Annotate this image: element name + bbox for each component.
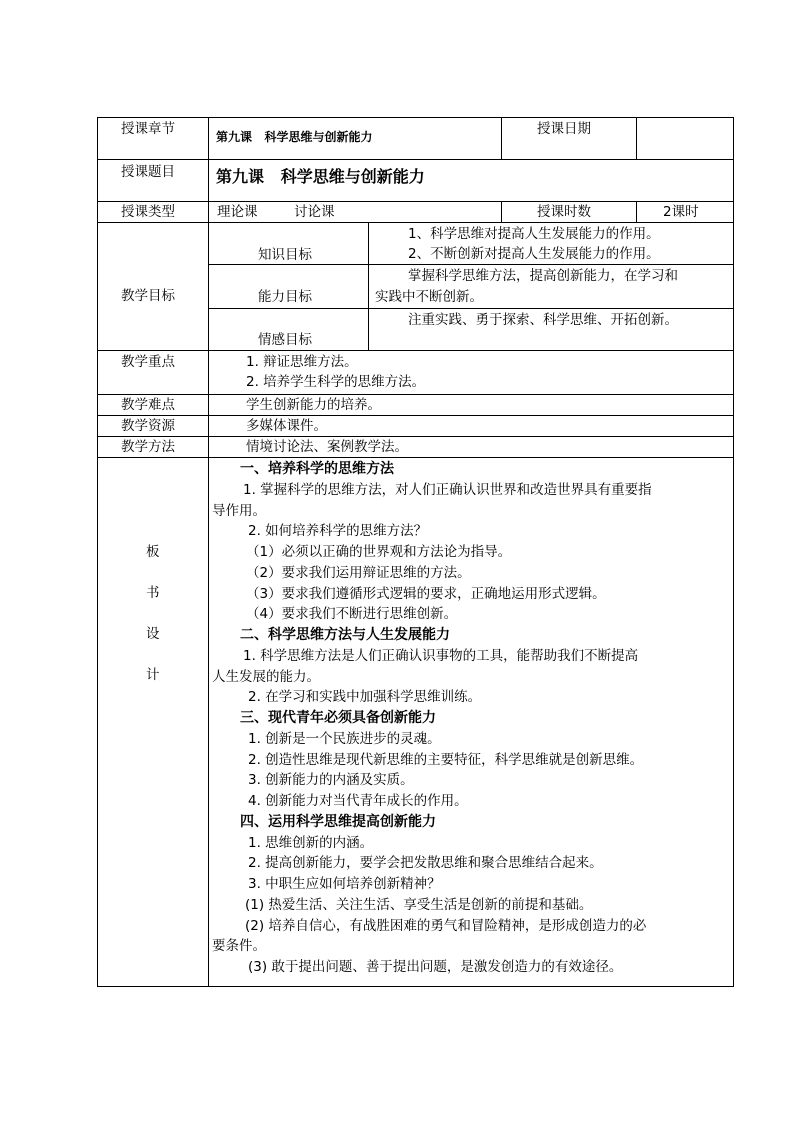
resources-label: 教学资源 xyxy=(121,418,175,434)
difficulty-label: 教学难点 xyxy=(121,397,175,413)
type-label: 授课类型 xyxy=(121,204,175,220)
board-section-heading: 三、现代青年必须具备创新能力 xyxy=(240,710,436,726)
board-section-heading: 二、科学思维方法与人生发展能力 xyxy=(240,627,450,643)
row-divider xyxy=(97,457,734,458)
key-points-label: 教学重点 xyxy=(121,354,175,370)
resources-value: 多媒体课件。 xyxy=(246,418,327,434)
column-divider xyxy=(636,201,637,223)
board-section-heading: 四、运用科学思维提高创新能力 xyxy=(240,814,436,830)
board-line: (2) 培养自信心，有战胜困难的勇气和冒险精神，是形成创造力的必 xyxy=(245,918,647,934)
board-label-char: 书 xyxy=(146,585,160,601)
table-border-right xyxy=(733,117,734,987)
column-divider xyxy=(501,117,502,160)
row-divider xyxy=(97,222,734,223)
methods-value: 情境讨论法、案例教学法。 xyxy=(246,439,408,455)
hours-value: 2课时 xyxy=(663,204,699,220)
board-label-char: 板 xyxy=(146,544,160,560)
board-section-heading: 一、培养科学的思维方法 xyxy=(240,461,394,477)
board-line: （4）要求我们不断进行思维创新。 xyxy=(246,606,458,622)
board-line: 1. 科学思维方法是人们正确认识事物的工具，能帮助我们不断提高 xyxy=(243,648,639,664)
objectives-label: 教学目标 xyxy=(121,288,175,304)
date-label: 授课日期 xyxy=(537,121,591,137)
objective-line: 实践中不断创新。 xyxy=(375,289,483,305)
board-label-char: 设 xyxy=(146,626,160,642)
column-divider xyxy=(636,117,637,160)
objective-name-knowledge: 知识目标 xyxy=(258,247,312,263)
row-divider xyxy=(209,264,734,265)
row-divider xyxy=(97,436,734,437)
board-label-char: 计 xyxy=(146,667,160,683)
chapter-value: 第九课 科学思维与创新能力 xyxy=(216,130,373,144)
row-divider xyxy=(97,350,734,351)
board-line: 1. 创新是一个民族进步的灵魂。 xyxy=(248,731,441,747)
objective-name-emotion: 情感目标 xyxy=(258,332,312,348)
board-line: 要条件。 xyxy=(212,938,266,954)
board-line: （1）必须以正确的世界观和方法论为指导。 xyxy=(246,544,512,560)
objective-line: 掌握科学思维方法，提高创新能力，在学习和 xyxy=(408,268,678,284)
type-value-theory: 理论课 xyxy=(217,204,258,220)
board-line: 2. 提高创新能力，要学会把发散思维和聚合思维结合起来。 xyxy=(248,855,603,871)
board-line: 2. 如何培养科学的思维方法？ xyxy=(248,523,428,539)
topic-value: 第九课 科学思维与创新能力 xyxy=(216,167,425,186)
table-border-bottom xyxy=(97,986,734,987)
board-line: 2. 创造性思维是现代新思维的主要特征，科学思维就是创新思维。 xyxy=(248,752,644,768)
row-divider xyxy=(97,394,734,395)
board-line: 4. 创新能力对当代青年成长的作用。 xyxy=(248,793,468,809)
column-divider xyxy=(368,222,369,351)
table-border-top xyxy=(97,117,734,118)
hours-label: 授课时数 xyxy=(537,204,591,220)
key-point-item: 1. 辩证思维方法。 xyxy=(246,354,358,370)
board-line: 3. 创新能力的内涵及实质。 xyxy=(248,772,414,788)
board-line: 1. 思维创新的内涵。 xyxy=(248,835,374,851)
board-line: （2）要求我们运用辩证思维的方法。 xyxy=(246,565,471,581)
row-divider xyxy=(97,201,734,202)
key-point-item: 2. 培养学生科学的思维方法。 xyxy=(246,374,426,390)
board-line: （3）要求我们遵循形式逻辑的要求，正确地运用形式逻辑。 xyxy=(246,586,606,602)
board-line: 2. 在学习和实践中加强科学思维训练。 xyxy=(248,689,482,705)
objective-line: 1、科学思维对提高人生发展能力的作用。 xyxy=(408,226,660,242)
board-line: 3. 中职生应如何培养创新精神？ xyxy=(248,876,441,892)
objective-name-ability: 能力目标 xyxy=(258,289,312,305)
row-divider xyxy=(97,159,734,160)
board-line: 1. 掌握科学的思维方法，对人们正确认识世界和改造世界具有重要指 xyxy=(243,482,652,498)
difficulty-value: 学生创新能力的培养。 xyxy=(246,397,381,413)
board-line: 导作用。 xyxy=(212,503,266,519)
topic-label: 授课题目 xyxy=(121,164,175,180)
column-divider xyxy=(208,117,209,987)
board-line: (3) 敢于提出问题、善于提出问题，是激发创造力的有效途径。 xyxy=(248,959,623,975)
objective-line: 2、不断创新对提高人生发展能力的作用。 xyxy=(408,246,660,262)
methods-label: 教学方法 xyxy=(121,439,175,455)
table-border-left xyxy=(97,117,98,987)
board-line: (1) 热爱生活、关注生活、享受生活是创新的前提和基础。 xyxy=(245,897,593,913)
chapter-label: 授课章节 xyxy=(121,121,175,137)
column-divider xyxy=(501,201,502,223)
board-line: 人生发展的能力。 xyxy=(212,669,320,685)
type-value-discussion: 讨论课 xyxy=(294,204,335,220)
row-divider xyxy=(209,308,734,309)
row-divider xyxy=(97,415,734,416)
objective-line: 注重实践、勇于探索、科学思维、开拓创新。 xyxy=(408,312,678,328)
